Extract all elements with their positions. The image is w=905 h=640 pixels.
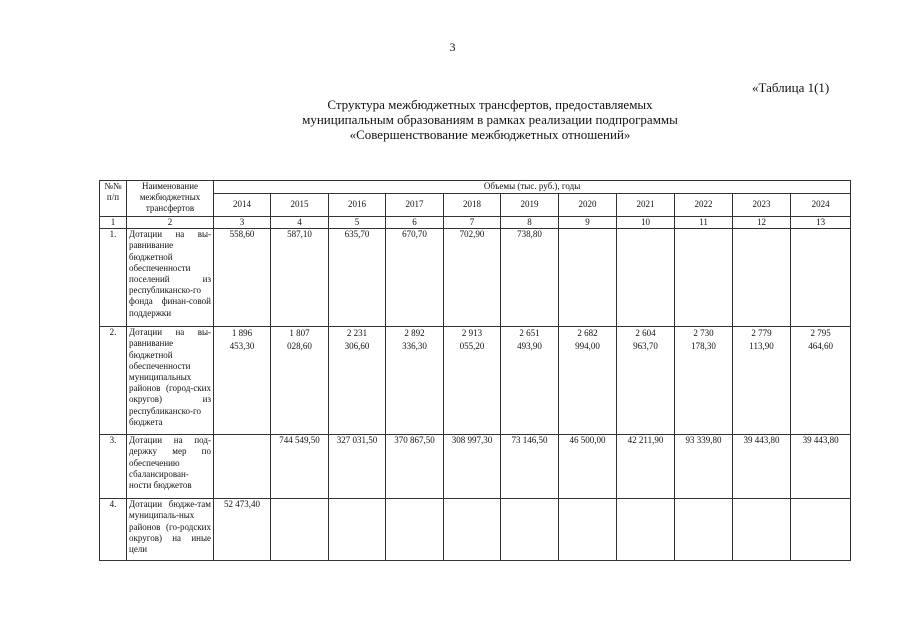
column-number: 6 [386,217,444,229]
row-number: 3. [100,435,127,499]
row-number: 4. [100,499,127,561]
value-cell: 46 500,00 [559,435,617,499]
value-cell: 702,90 [444,229,501,327]
value-part-bottom: 306,60 [344,341,370,352]
header-no: №№ п/п [100,181,127,217]
header-year: 2021 [617,194,675,217]
column-number: 2 [127,217,214,229]
column-number: 12 [733,217,791,229]
column-number: 10 [617,217,675,229]
value-cell: 370 867,50 [386,435,444,499]
column-number: 5 [329,217,386,229]
value-cell [791,327,851,435]
value-cell [501,499,559,561]
value-part-top: 2 795 [810,328,831,339]
column-number: 1 [100,217,127,229]
value-cell [271,327,329,435]
header-year: 2024 [791,194,851,217]
value-cell: 42 211,90 [617,435,675,499]
value-part-bottom: 464,60 [808,341,833,352]
value-cell [386,327,444,435]
column-number: 3 [214,217,271,229]
value-cell [617,499,675,561]
header-year: 2018 [444,194,501,217]
value-cell [791,229,851,327]
value-cell: 558,60 [214,229,271,327]
header-name: Наименование межбюджетных трансфертов [127,181,214,217]
value-cell [214,435,271,499]
table-row [100,229,851,327]
value-cell [329,327,386,435]
value-cell [617,327,675,435]
title-line-2: муниципальным образованиям в рамках реализации подпрограммы [302,112,678,127]
header-year: 2017 [386,194,444,217]
value-cell: 670,70 [386,229,444,327]
table-label: «Таблица 1(1) [752,80,830,95]
value-cell: 635,70 [329,229,386,327]
column-number: 7 [444,217,501,229]
value-part-top: 1 896 [231,328,253,339]
header-year: 2019 [501,194,559,217]
value-cell [501,327,559,435]
transfer-name: Дотации на вы-равнивание бюджетной обеспеченности поселений из республиканско-го фонда финан-совой поддержки [127,229,214,327]
transfer-name: Дотации на под-держку мер по обеспечению сбалансирован-ности бюджетов [127,435,214,499]
value-part-top: 2 779 [751,328,772,339]
value-part-bottom: 113,90 [749,341,774,352]
value-cell [675,499,733,561]
value-part-top: 2 651 [519,328,540,339]
column-numbers-row [100,217,851,229]
header-volumes: Объемы (тыс. руб.), годы [214,181,851,194]
header-year: 2020 [559,194,617,217]
value-part-bottom: 493,90 [517,341,542,352]
column-number: 13 [791,217,851,229]
header-year: 2016 [329,194,386,217]
value-cell [271,499,329,561]
value-cell [214,327,271,435]
value-cell: 744 549,50 [271,435,329,499]
column-number: 8 [501,217,559,229]
value-cell: 738,80 [501,229,559,327]
value-cell [733,327,791,435]
value-part-bottom: 453,30 [229,341,255,352]
table-row [100,327,851,435]
value-part-bottom: 336,30 [402,341,427,352]
value-part-top: 2 892 [404,328,425,339]
header-year: 2015 [271,194,329,217]
value-part-bottom: 994,00 [575,341,600,352]
value-part-top: 2 604 [635,328,656,339]
value-cell [386,499,444,561]
value-part-top: 2 231 [346,328,368,339]
value-cell: 93 339,80 [675,435,733,499]
value-cell: 52 473,40 [214,499,271,561]
value-part-top: 2 730 [693,328,714,339]
table-row [100,499,851,561]
value-cell [559,499,617,561]
value-cell: 39 443,80 [733,435,791,499]
row-number: 1. [100,229,127,327]
column-number: 4 [271,217,329,229]
value-part-bottom: 963,70 [633,341,658,352]
value-part-top: 2 913 [461,328,483,339]
header-row-1 [100,181,851,194]
title-line-1: Структура межбюджетных трансфертов, предоставляемых [327,97,653,112]
value-part-bottom: 178,30 [691,341,716,352]
value-part-bottom: 055,20 [459,341,485,352]
value-cell: 587,10 [271,229,329,327]
value-part-bottom: 028,60 [287,341,312,352]
column-number: 11 [675,217,733,229]
value-cell [675,229,733,327]
title-line-3: «Совершенствование межбюджетных отношений» [349,127,631,142]
header-year: 2022 [675,194,733,217]
value-cell: 73 146,50 [501,435,559,499]
value-cell [733,229,791,327]
document-title [180,97,800,142]
value-cell: 327 031,50 [329,435,386,499]
value-cell [559,327,617,435]
value-cell [733,499,791,561]
value-cell [329,499,386,561]
header-year: 2014 [214,194,271,217]
page-number: 3 [449,40,456,54]
value-cell [617,229,675,327]
value-cell: 39 443,80 [791,435,851,499]
row-number: 2. [100,327,127,435]
value-cell [675,327,733,435]
column-number: 9 [559,217,617,229]
value-cell [444,499,501,561]
value-cell: 308 997,30 [444,435,501,499]
value-cell [559,229,617,327]
value-part-top: 1 807 [289,328,310,339]
transfer-name: Дотации на вы-равнивание бюджетной обеспеченности муниципальных районов (город-ских округов) из республиканско-го бюджета [127,327,214,435]
header-year: 2023 [733,194,791,217]
transfer-name: Дотации бюдже-там муниципаль-ных районов (го-родских округов) на иные цели [127,499,214,561]
value-part-top: 2 682 [577,328,598,339]
transfers-table [99,180,851,561]
table-row [100,435,851,499]
value-cell [791,499,851,561]
value-cell [444,327,501,435]
